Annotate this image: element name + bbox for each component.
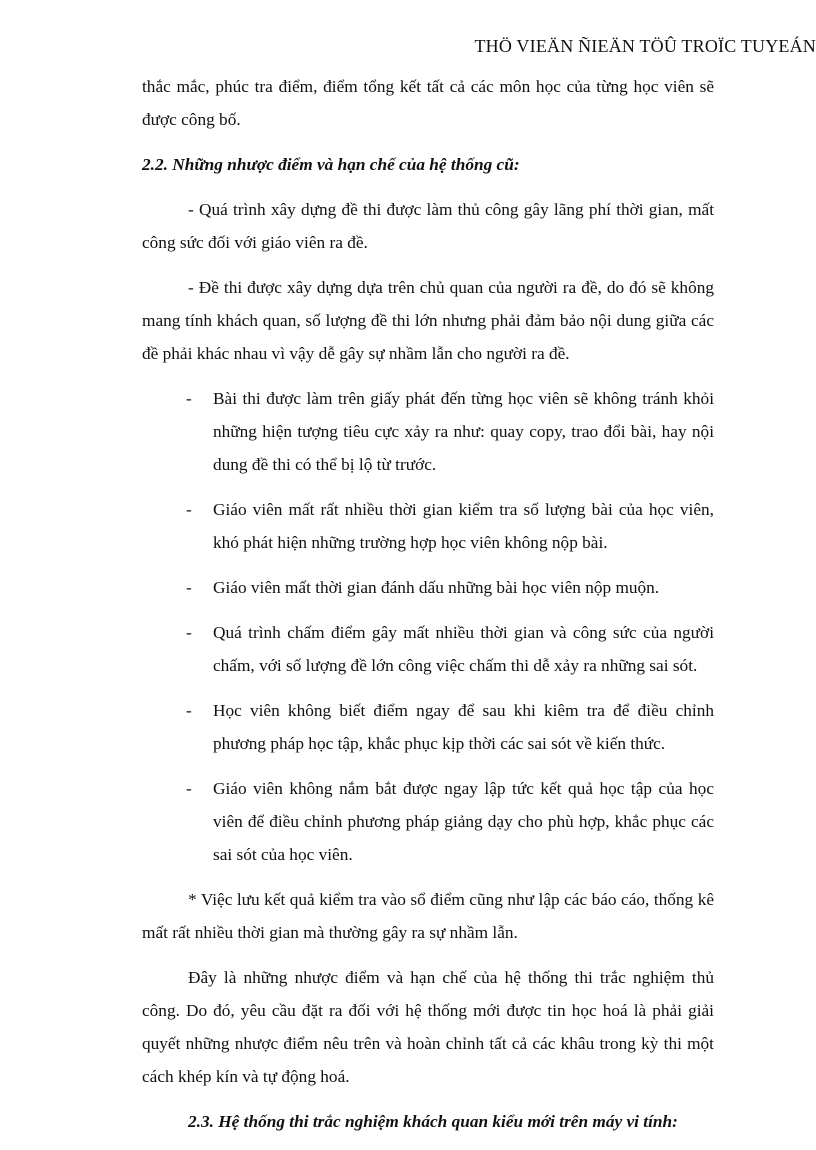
- list-item-text: Quá trình chấm điểm gây mất nhiều thời gian và công sức của người chấm, với số lượng đề lớn công việc chấm thi dễ xảy ra những sai sót.: [213, 623, 714, 675]
- bullet-dash: -: [186, 623, 192, 642]
- bullet-dash: -: [186, 779, 192, 798]
- paragraph-1: - Quá trình xây dựng đề thi được làm thủ công gây lãng phí thời gian, mất công sức đối với giáo viên ra đề.: [142, 200, 714, 252]
- list-item-text: Giáo viên mất thời gian đánh dấu những bài học viên nộp muộn.: [213, 578, 660, 597]
- bullet-dash: -: [186, 500, 192, 519]
- bullet-dash: -: [186, 701, 192, 720]
- section-heading-2-2: [142, 148, 714, 181]
- list-item: [142, 616, 714, 682]
- section-heading-2-3-title: 2.3. Hệ thống thi trắc nghiệm khách quan kiểu mới trên máy vi tính: [188, 1112, 673, 1131]
- list-item-text: Giáo viên mất rất nhiều thời gian kiểm tra số lượng bài của học viên, khó phát hiện những trường hợp học viên không nộp bài.: [213, 500, 714, 552]
- paragraph-2: - Đề thi được xây dựng dựa trên chủ quan của người ra đề, do đó sẽ không mang tính khách quan, số lượng đề thi lớn nhưng phải đảm bảo nội dung giữa các đề phải khác nhau vì vậy dễ gây sự nhầm lẫn cho người ra đề.: [142, 278, 714, 363]
- list-item: [142, 772, 714, 871]
- list-item-text: Bài thi được làm trên giấy phát đến từng học viên sẽ không tránh khỏi những hiện tượng tiêu cực xảy ra như: quay copy, trao đổi bài, hay nội dung đề thi có thể bị lộ từ trước.: [213, 389, 714, 474]
- list-item-text: Giáo viên không nắm bắt được ngay lập tức kết quả học tập của học viên để điều chỉnh phương pháp giảng dạy cho phù hợp, khắc phục các sai sót của học viên.: [213, 779, 714, 864]
- paragraph-3: * Việc lưu kết quả kiểm tra vào sổ điểm cũng như lập các báo cáo, thống kê mất rất nhiều thời gian mà thường gây ra sự nhầm lẫn.: [142, 890, 714, 942]
- section-heading-2-3: [142, 1105, 714, 1138]
- list-item-text: Học viên không biết điểm ngay để sau khi kiêm tra để điều chỉnh phương pháp học tập, khắc phục kịp thời các sai sót về kiến thức.: [213, 701, 714, 753]
- section-heading-2-2-title: 2.2. Những nhược điểm và hạn chế của hệ thống cũ: [142, 155, 514, 174]
- list-item: [142, 493, 714, 559]
- bullet-dash: -: [186, 389, 192, 408]
- section-heading-2-3-suffix: :: [672, 1112, 678, 1131]
- page-header: THÖ VIEÄN ÑIEÄN TÖÛ TROÏC TUYEÁN: [474, 36, 816, 56]
- paragraph-continuation: thắc mắc, phúc tra điểm, điểm tổng kết tất cả các môn học của từng học viên sẽ được công bố.: [142, 77, 714, 129]
- section-heading-2-2-suffix: :: [513, 155, 520, 174]
- paragraph-4: Đây là những nhược điểm và hạn chế của hệ thống thi trắc nghiệm thủ công. Do đó, yêu cầu đặt ra đối với hệ thống mới được tin học hoá là phải giải quyết những nhược điểm nêu trên và hoàn chỉnh tất cả các khâu trong kỳ thi một cách khép kín và tự động hoá.: [142, 968, 714, 1086]
- bullet-list: [142, 382, 714, 871]
- list-item: [142, 382, 714, 481]
- list-item: [142, 571, 714, 604]
- bullet-dash: -: [186, 578, 192, 597]
- list-item: [142, 694, 714, 760]
- document-body: [142, 70, 714, 1150]
